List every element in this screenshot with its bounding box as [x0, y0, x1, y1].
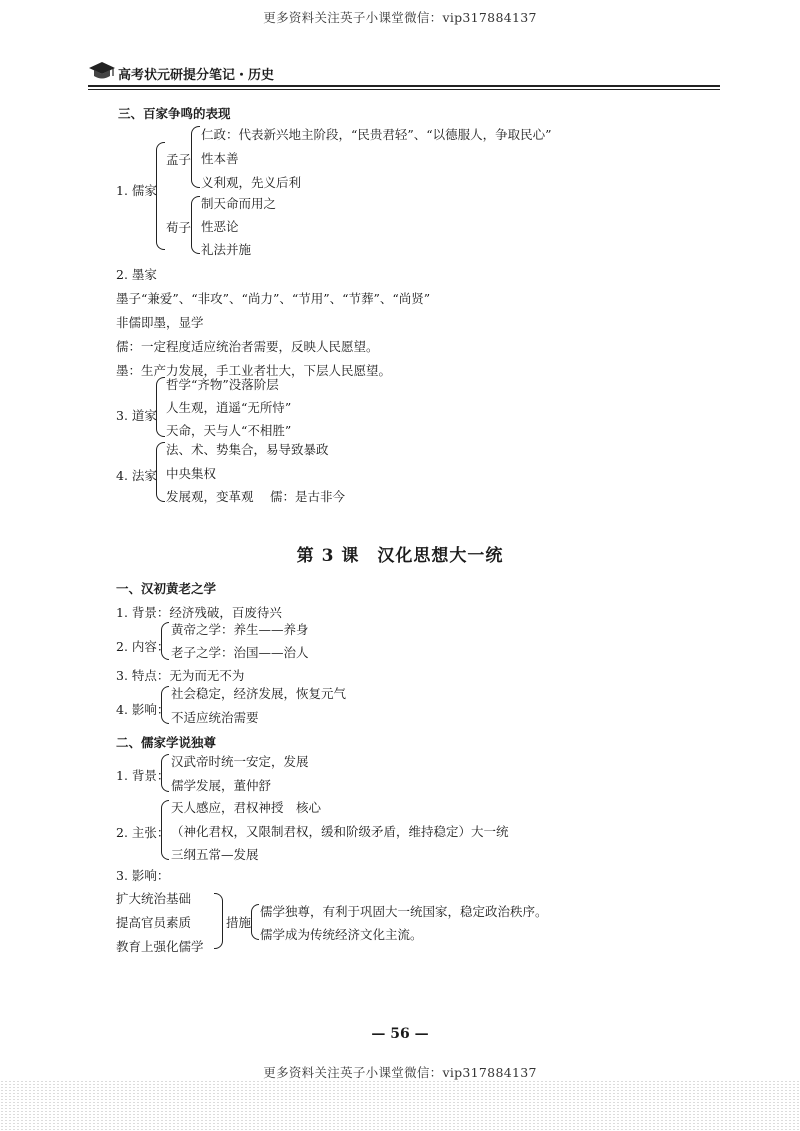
xunzi-item: 礼法并施	[201, 242, 252, 257]
part1-influence-label: 4. 影响：	[116, 702, 170, 717]
watermark-bottom: 更多资料关注英子小课堂微信：vip317884137	[263, 1065, 537, 1080]
confucian-label: 1. 儒家	[116, 183, 157, 198]
daoist-item: 人生观，逍遥“无所恃”	[166, 400, 292, 415]
mengzi-item: 仁政：代表新兴地主阶段，“民贵君轻”、“以德服人，争取民心”	[201, 127, 552, 142]
measures-item: 儒学独尊，有利于巩固大一统国家，稳定政治秩序。	[260, 904, 548, 919]
mengzi-item: 义利观，先义后利	[201, 175, 302, 190]
lesson-title: 第 3 课 汉化思想大一统	[296, 546, 504, 566]
part2-claims-label: 2. 主张：	[116, 825, 170, 840]
part1-content-label: 2. 内容：	[116, 639, 170, 654]
legalist-item: 法、术、势集合，易导致暴政	[166, 442, 329, 457]
content-item: 老子之学：治国——治人	[171, 645, 309, 660]
content-item: 黄帝之学：养生——养身	[171, 622, 309, 637]
brace-background	[161, 754, 169, 792]
xunzi-item: 性恶论	[201, 219, 239, 234]
watermark-top: 更多资料关注英子小课堂微信：vip317884137	[263, 10, 537, 25]
mohist-line: 儒：一定程度适应统治者需要，反映人民愿望。	[116, 339, 379, 354]
daoist-label: 3. 道家	[116, 408, 157, 423]
legalist-item: 中央集权	[166, 466, 217, 481]
brace-claims	[161, 800, 169, 860]
part1-feature: 3. 特点：无为而无不为	[116, 668, 245, 683]
claims-item: 天人感应，君权神授 核心	[171, 800, 322, 815]
brace-measures	[251, 904, 259, 940]
mengzi-item: 性本善	[201, 151, 239, 166]
part2-impact-label: 3. 影响：	[116, 868, 170, 883]
part1-background: 1. 背景：经济残破，百废待兴	[116, 605, 282, 620]
section-heading: 三、百家争鸣的表现	[118, 106, 231, 121]
mohist-label: 2. 墨家	[116, 267, 157, 282]
mengzi-label: 孟子	[166, 152, 192, 167]
measures-label: 措施	[226, 915, 252, 930]
brace-mengzi	[191, 126, 200, 188]
xunzi-item: 制天命而用之	[201, 196, 277, 211]
influence-item: 不适应统治需要	[171, 710, 259, 725]
daoist-item: 天命，天与人“不相胜”	[166, 423, 292, 438]
mohist-line: 墨：生产力发展，手工业者壮大，下层人民愿望。	[116, 363, 392, 378]
brace-daoist	[156, 377, 165, 437]
header-title: 高考状元研提分笔记・历史	[118, 68, 275, 83]
legalist-side-note: 儒：是古非今	[270, 489, 346, 504]
header-rule	[88, 85, 720, 87]
background-item: 儒学发展，董仲舒	[171, 778, 272, 793]
part2-heading: 二、儒家学说独尊	[116, 735, 217, 750]
impact-left-item: 教育上强化儒学	[116, 939, 204, 954]
part1-heading: 一、汉初黄老之学	[116, 581, 217, 596]
legalist-item: 发展观，变革观	[166, 489, 254, 504]
impact-left-item: 提高官员素质	[116, 915, 192, 930]
header-rule-thin	[88, 89, 720, 90]
brace-impact-right	[214, 893, 223, 949]
xunzi-label: 荀子	[166, 220, 192, 235]
part2-background-label: 1. 背景：	[116, 768, 170, 783]
influence-item: 社会稳定，经济发展，恢复元气	[171, 686, 347, 701]
claims-item: 三纲五常—发展	[171, 847, 259, 862]
brace-content	[161, 622, 169, 660]
brace-confucian	[156, 142, 165, 250]
mohist-line: 墨子“兼爱”、“非攻”、“尚力”、“节用”、“节葬”、“尚贤”	[116, 291, 431, 306]
background-item: 汉武帝时统一安定，发展	[171, 754, 309, 769]
graduation-cap-icon	[88, 60, 116, 82]
claims-item: （神化君权，又限制君权，缓和阶级矛盾，维持稳定）大一统	[171, 824, 509, 839]
brace-legalist	[156, 442, 165, 502]
legalist-label: 4. 法家	[116, 468, 157, 483]
brace-influence	[161, 686, 169, 724]
daoist-item: 哲学“齐物”没落阶层	[166, 377, 279, 392]
page-number: — 56 —	[371, 1026, 429, 1042]
brace-xunzi	[191, 196, 200, 254]
measures-item: 儒学成为传统经济文化主流。	[260, 927, 423, 942]
impact-left-item: 扩大统治基础	[116, 891, 192, 906]
mohist-line: 非儒即墨，显学	[116, 315, 204, 330]
scan-noise	[0, 1080, 800, 1131]
